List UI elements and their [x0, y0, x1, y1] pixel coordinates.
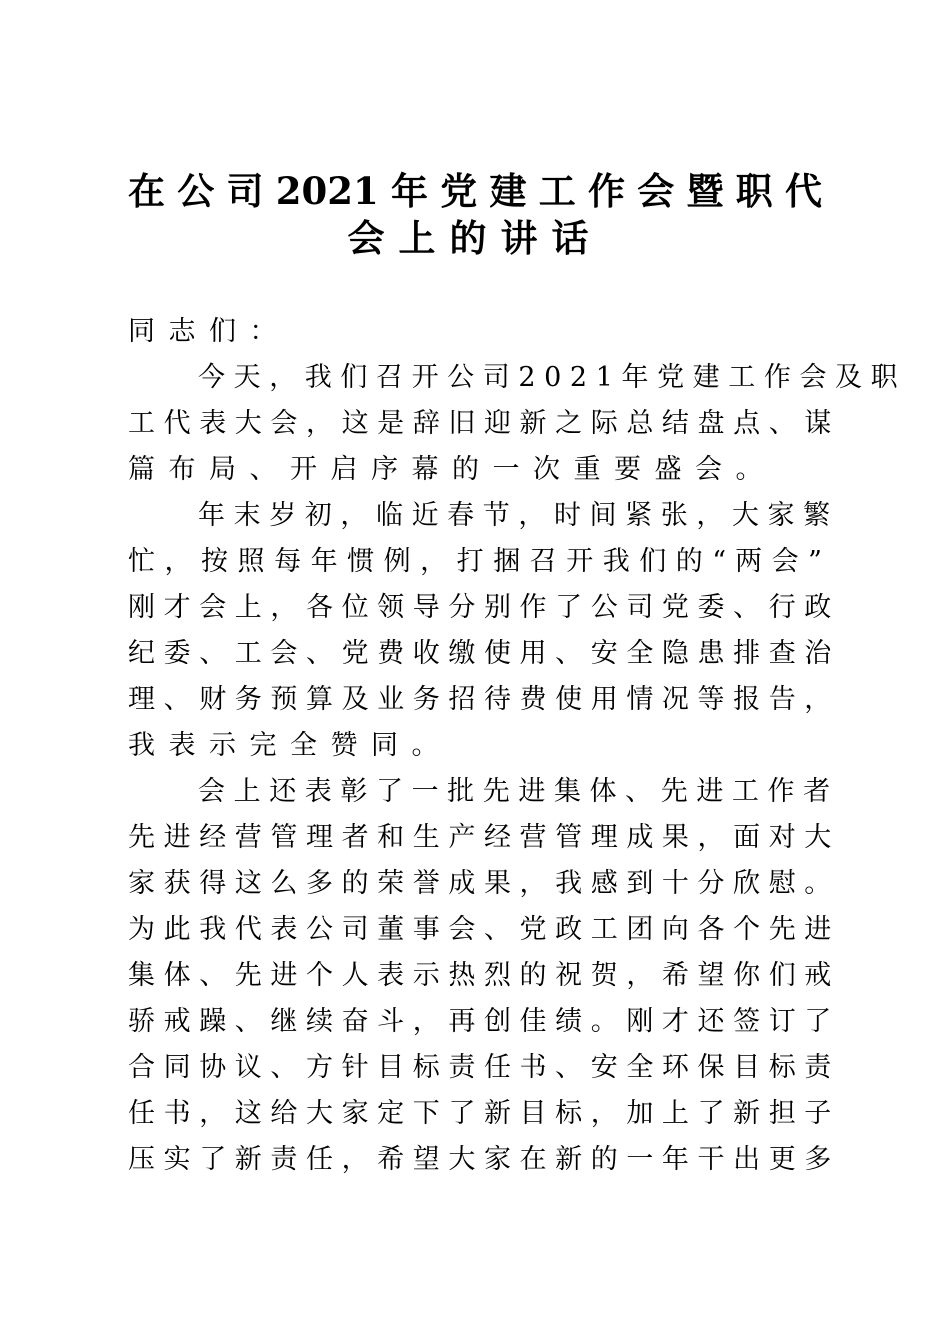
paragraph-line: 任 书 ， 这 给 大 家 定 下 了 新 目 标 ， 加 上 了 新 担 子	[128, 1098, 832, 1129]
paragraph-line: 篇布局、开启序幕的一次重要盛会。	[128, 454, 776, 485]
document-title-line-2: 会上的讲话	[347, 216, 603, 260]
paragraph-line: 理 、 财 务 预 算 及 业 务 招 待 费 使 用 情 况 等 报 告 ，	[128, 684, 832, 715]
paragraph-line: 先 进 经 营 管 理 者 和 生 产 经 营 管 理 成 果 ， 面 对 大	[128, 822, 832, 853]
document-title-line-1: 在公司2021年党建工作会暨职代	[128, 169, 822, 213]
paragraph-line: 纪 委 、 工 会 、 党 费 收 缴 使 用 、 安 全 隐 患 排 查 治	[128, 638, 832, 669]
paragraph-3	[128, 769, 832, 1183]
paragraph-line: 集 体 、 先 进 个 人 表 示 热 烈 的 祝 贺 ， 希 望 你 们 戒	[128, 960, 832, 991]
paragraph-line: 年 末 岁 初 ， 临 近 春 节 ， 时 间 紧 张 ， 大 家 繁	[198, 500, 831, 531]
paragraph-line: 合 同 协 议 、 方 针 目 标 责 任 书 、 安 全 环 保 目 标 责	[128, 1052, 832, 1083]
paragraph-line: 今 天 ， 我 们 召 开 公 司 2 0 2 1 年 党 建 工 作 会 及 职	[198, 362, 898, 393]
paragraph-1	[128, 355, 898, 493]
paragraph-2	[128, 493, 832, 769]
paragraph-line: 压 实 了 新 责 任 ， 希 望 大 家 在 新 的 一 年 干 出 更 多	[128, 1144, 832, 1175]
paragraph-line: 骄 戒 躁 、 继 续 奋 斗 ， 再 创 佳 绩 。 刚 才 还 签 订 了	[128, 1006, 832, 1037]
paragraph-line: 我表示完全赞同。	[128, 730, 452, 761]
paragraph-line: 忙 ， 按 照 每 年 惯 例 ， 打 捆 召 开 我 们 的 “ 两 会 ”	[128, 546, 822, 577]
paragraph-line: 刚 才 会 上 ， 各 位 领 导 分 别 作 了 公 司 党 委 、 行 政	[128, 592, 832, 623]
paragraph-line: 为 此 我 代 表 公 司 董 事 会 、 党 政 工 团 向 各 个 先 进	[128, 914, 832, 945]
salutation: 同志们：	[128, 316, 290, 347]
paragraph-line: 家 获 得 这 么 多 的 荣 誉 成 果 ， 我 感 到 十 分 欣 慰 。	[128, 868, 832, 899]
paragraph-line: 工 代 表 大 会 ， 这 是 辞 旧 迎 新 之 际 总 结 盘 点 、 谋	[128, 408, 832, 439]
paragraph-line: 会 上 还 表 彰 了 一 批 先 进 集 体 、 先 进 工 作 者	[198, 776, 831, 807]
